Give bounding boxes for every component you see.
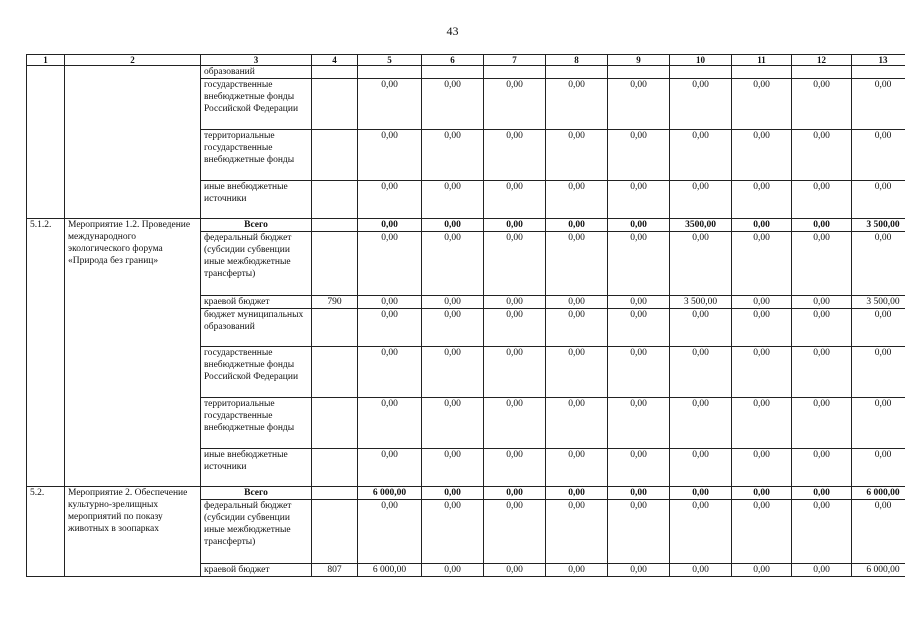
funding-source: государственные внебюджетные фонды Российской Федерации xyxy=(201,79,312,130)
value-cell-col-10: 3500,00 xyxy=(670,219,732,232)
value-cell-col-12: 0,00 xyxy=(792,500,852,564)
column-header-3: 3 xyxy=(201,55,312,66)
value-cell-col-9 xyxy=(608,66,670,79)
value-cell-col-9: 0,00 xyxy=(608,347,670,398)
value-cell-col-13: 6 000,00 xyxy=(852,564,905,577)
column-header-5: 5 xyxy=(358,55,422,66)
budget-code: 790 xyxy=(312,296,358,309)
value-cell-col-5 xyxy=(358,66,422,79)
value-cell-col-13: 0,00 xyxy=(852,449,905,487)
value-cell-col-8: 0,00 xyxy=(546,219,608,232)
value-cell-col-11: 0,00 xyxy=(732,309,792,347)
value-cell-col-7: 0,00 xyxy=(484,564,546,577)
budget-code xyxy=(312,449,358,487)
value-cell-col-8: 0,00 xyxy=(546,564,608,577)
value-cell-col-13: 0,00 xyxy=(852,130,905,181)
value-cell-col-8: 0,00 xyxy=(546,79,608,130)
value-cell-col-5: 0,00 xyxy=(358,219,422,232)
value-cell-col-6: 0,00 xyxy=(422,79,484,130)
value-cell-col-6: 0,00 xyxy=(422,296,484,309)
funding-source: территориальные государственные внебюджетные фонды xyxy=(201,398,312,449)
value-cell-col-9: 0,00 xyxy=(608,296,670,309)
column-header-11: 11 xyxy=(732,55,792,66)
page-number: 43 xyxy=(446,24,459,38)
value-cell-col-9: 0,00 xyxy=(608,309,670,347)
value-cell-col-9: 0,00 xyxy=(608,449,670,487)
value-cell-col-6: 0,00 xyxy=(422,347,484,398)
funding-source: федеральный бюджет (субсидии субвенции иные межбюджетные трансферты) xyxy=(201,232,312,296)
budget-code xyxy=(312,232,358,296)
value-cell-col-7: 0,00 xyxy=(484,449,546,487)
budget-code xyxy=(312,487,358,500)
value-cell-col-6: 0,00 xyxy=(422,130,484,181)
header-row xyxy=(27,55,905,66)
value-cell-col-6: 0,00 xyxy=(422,487,484,500)
value-cell-col-13: 0,00 xyxy=(852,232,905,296)
value-cell-col-10: 3 500,00 xyxy=(670,296,732,309)
value-cell-col-9: 0,00 xyxy=(608,500,670,564)
value-cell-col-13: 0,00 xyxy=(852,500,905,564)
value-cell-col-6: 0,00 xyxy=(422,219,484,232)
value-cell-col-12: 0,00 xyxy=(792,296,852,309)
budget-code xyxy=(312,79,358,130)
value-cell-col-13: 0,00 xyxy=(852,181,905,219)
column-header-9: 9 xyxy=(608,55,670,66)
value-cell-col-9: 0,00 xyxy=(608,181,670,219)
column-header-10: 10 xyxy=(670,55,732,66)
budget-code xyxy=(312,500,358,564)
value-cell-col-12: 0,00 xyxy=(792,309,852,347)
budget-table xyxy=(26,54,905,577)
column-header-8: 8 xyxy=(546,55,608,66)
value-cell-col-11: 0,00 xyxy=(732,219,792,232)
value-cell-col-11 xyxy=(732,66,792,79)
value-cell-col-12 xyxy=(792,66,852,79)
value-cell-col-8: 0,00 xyxy=(546,347,608,398)
value-cell-col-12: 0,00 xyxy=(792,564,852,577)
item-name: Мероприятие 2. Обеспечение культурно-зрелищных мероприятий по показу животных в зоопарках xyxy=(65,487,201,577)
value-cell-col-7: 0,00 xyxy=(484,232,546,296)
value-cell-col-6: 0,00 xyxy=(422,181,484,219)
value-cell-col-5: 0,00 xyxy=(358,130,422,181)
value-cell-col-11: 0,00 xyxy=(732,398,792,449)
value-cell-col-13: 3 500,00 xyxy=(852,296,905,309)
column-header-12: 12 xyxy=(792,55,852,66)
value-cell-col-9: 0,00 xyxy=(608,232,670,296)
budget-code xyxy=(312,347,358,398)
value-cell-col-13: 0,00 xyxy=(852,309,905,347)
item-code: 5.1.2. xyxy=(27,219,65,487)
value-cell-col-10: 0,00 xyxy=(670,79,732,130)
value-cell-col-11: 0,00 xyxy=(732,487,792,500)
value-cell-col-8: 0,00 xyxy=(546,296,608,309)
value-cell-col-11: 0,00 xyxy=(732,500,792,564)
value-cell-col-11: 0,00 xyxy=(732,130,792,181)
value-cell-col-9: 0,00 xyxy=(608,564,670,577)
value-cell-col-12: 0,00 xyxy=(792,398,852,449)
budget-code xyxy=(312,398,358,449)
value-cell-col-7: 0,00 xyxy=(484,309,546,347)
value-cell-col-5: 0,00 xyxy=(358,398,422,449)
value-cell-col-5: 0,00 xyxy=(358,296,422,309)
funding-source: образований xyxy=(201,66,312,79)
value-cell-col-10 xyxy=(670,66,732,79)
value-cell-col-10: 0,00 xyxy=(670,487,732,500)
value-cell-col-11: 0,00 xyxy=(732,449,792,487)
funding-source: иные внебюджетные источники xyxy=(201,449,312,487)
value-cell-col-11: 0,00 xyxy=(732,232,792,296)
value-cell-col-12: 0,00 xyxy=(792,219,852,232)
value-cell-col-7: 0,00 xyxy=(484,398,546,449)
funding-source: федеральный бюджет (субсидии субвенции иные межбюджетные трансферты) xyxy=(201,500,312,564)
value-cell-col-11: 0,00 xyxy=(732,347,792,398)
value-cell-col-5: 6 000,00 xyxy=(358,487,422,500)
value-cell-col-8: 0,00 xyxy=(546,181,608,219)
value-cell-col-5: 6 000,00 xyxy=(358,564,422,577)
value-cell-col-6: 0,00 xyxy=(422,398,484,449)
value-cell-col-10: 0,00 xyxy=(670,449,732,487)
table-row xyxy=(27,487,905,500)
value-cell-col-7 xyxy=(484,66,546,79)
value-cell-col-13: 3 500,00 xyxy=(852,219,905,232)
value-cell-col-10: 0,00 xyxy=(670,347,732,398)
column-header-6: 6 xyxy=(422,55,484,66)
value-cell-col-12: 0,00 xyxy=(792,79,852,130)
value-cell-col-9: 0,00 xyxy=(608,219,670,232)
value-cell-col-11: 0,00 xyxy=(732,564,792,577)
funding-source: иные внебюджетные источники xyxy=(201,181,312,219)
budget-code xyxy=(312,309,358,347)
value-cell-col-7: 0,00 xyxy=(484,347,546,398)
value-cell-col-5: 0,00 xyxy=(358,181,422,219)
value-cell-col-10: 0,00 xyxy=(670,181,732,219)
budget-code xyxy=(312,219,358,232)
value-cell-col-6: 0,00 xyxy=(422,500,484,564)
value-cell-col-12: 0,00 xyxy=(792,130,852,181)
value-cell-col-9: 0,00 xyxy=(608,398,670,449)
value-cell-col-10: 0,00 xyxy=(670,232,732,296)
value-cell-col-6: 0,00 xyxy=(422,232,484,296)
value-cell-col-8: 0,00 xyxy=(546,500,608,564)
item-code xyxy=(27,66,65,219)
value-cell-col-10: 0,00 xyxy=(670,130,732,181)
value-cell-col-8: 0,00 xyxy=(546,309,608,347)
column-header-1: 1 xyxy=(27,55,65,66)
table-row xyxy=(27,66,905,79)
value-cell-col-12: 0,00 xyxy=(792,347,852,398)
column-header-4: 4 xyxy=(312,55,358,66)
budget-code xyxy=(312,66,358,79)
value-cell-col-8: 0,00 xyxy=(546,398,608,449)
value-cell-col-5: 0,00 xyxy=(358,79,422,130)
funding-source: краевой бюджет xyxy=(201,564,312,577)
value-cell-col-10: 0,00 xyxy=(670,398,732,449)
value-cell-col-8 xyxy=(546,66,608,79)
value-cell-col-9: 0,00 xyxy=(608,487,670,500)
budget-code xyxy=(312,130,358,181)
column-header-2: 2 xyxy=(65,55,201,66)
value-cell-col-7: 0,00 xyxy=(484,487,546,500)
value-cell-col-12: 0,00 xyxy=(792,449,852,487)
value-cell-col-5: 0,00 xyxy=(358,347,422,398)
value-cell-col-13: 0,00 xyxy=(852,398,905,449)
item-name xyxy=(65,66,201,219)
value-cell-col-13: 6 000,00 xyxy=(852,487,905,500)
value-cell-col-13 xyxy=(852,66,905,79)
value-cell-col-7: 0,00 xyxy=(484,296,546,309)
value-cell-col-9: 0,00 xyxy=(608,79,670,130)
value-cell-col-6: 0,00 xyxy=(422,449,484,487)
value-cell-col-6: 0,00 xyxy=(422,564,484,577)
item-name: Мероприятие 1.2. Проведение международного экологического форума «Природа без границ» xyxy=(65,219,201,487)
value-cell-col-7: 0,00 xyxy=(484,130,546,181)
budget-code xyxy=(312,181,358,219)
value-cell-col-10: 0,00 xyxy=(670,500,732,564)
value-cell-col-5: 0,00 xyxy=(358,449,422,487)
funding-source: территориальные государственные внебюджетные фонды xyxy=(201,130,312,181)
funding-source: Всего xyxy=(201,487,312,500)
value-cell-col-8: 0,00 xyxy=(546,130,608,181)
value-cell-col-5: 0,00 xyxy=(358,232,422,296)
value-cell-col-5: 0,00 xyxy=(358,309,422,347)
value-cell-col-11: 0,00 xyxy=(732,181,792,219)
funding-source: государственные внебюджетные фонды Российской Федерации xyxy=(201,347,312,398)
value-cell-col-11: 0,00 xyxy=(732,79,792,130)
value-cell-col-12: 0,00 xyxy=(792,487,852,500)
value-cell-col-8: 0,00 xyxy=(546,449,608,487)
item-code: 5.2. xyxy=(27,487,65,577)
column-header-13: 13 xyxy=(852,55,905,66)
budget-code: 807 xyxy=(312,564,358,577)
value-cell-col-13: 0,00 xyxy=(852,347,905,398)
value-cell-col-8: 0,00 xyxy=(546,487,608,500)
value-cell-col-9: 0,00 xyxy=(608,130,670,181)
value-cell-col-6: 0,00 xyxy=(422,309,484,347)
value-cell-col-12: 0,00 xyxy=(792,181,852,219)
value-cell-col-5: 0,00 xyxy=(358,500,422,564)
value-cell-col-13: 0,00 xyxy=(852,79,905,130)
value-cell-col-11: 0,00 xyxy=(732,296,792,309)
value-cell-col-7: 0,00 xyxy=(484,79,546,130)
funding-source: бюджет муниципальных образований xyxy=(201,309,312,347)
funding-source: краевой бюджет xyxy=(201,296,312,309)
value-cell-col-7: 0,00 xyxy=(484,219,546,232)
value-cell-col-7: 0,00 xyxy=(484,500,546,564)
funding-source: Всего xyxy=(201,219,312,232)
value-cell-col-12: 0,00 xyxy=(792,232,852,296)
table-row xyxy=(27,219,905,232)
value-cell-col-7: 0,00 xyxy=(484,181,546,219)
value-cell-col-10: 0,00 xyxy=(670,309,732,347)
value-cell-col-8: 0,00 xyxy=(546,232,608,296)
column-header-7: 7 xyxy=(484,55,546,66)
value-cell-col-10: 0,00 xyxy=(670,564,732,577)
value-cell-col-6 xyxy=(422,66,484,79)
